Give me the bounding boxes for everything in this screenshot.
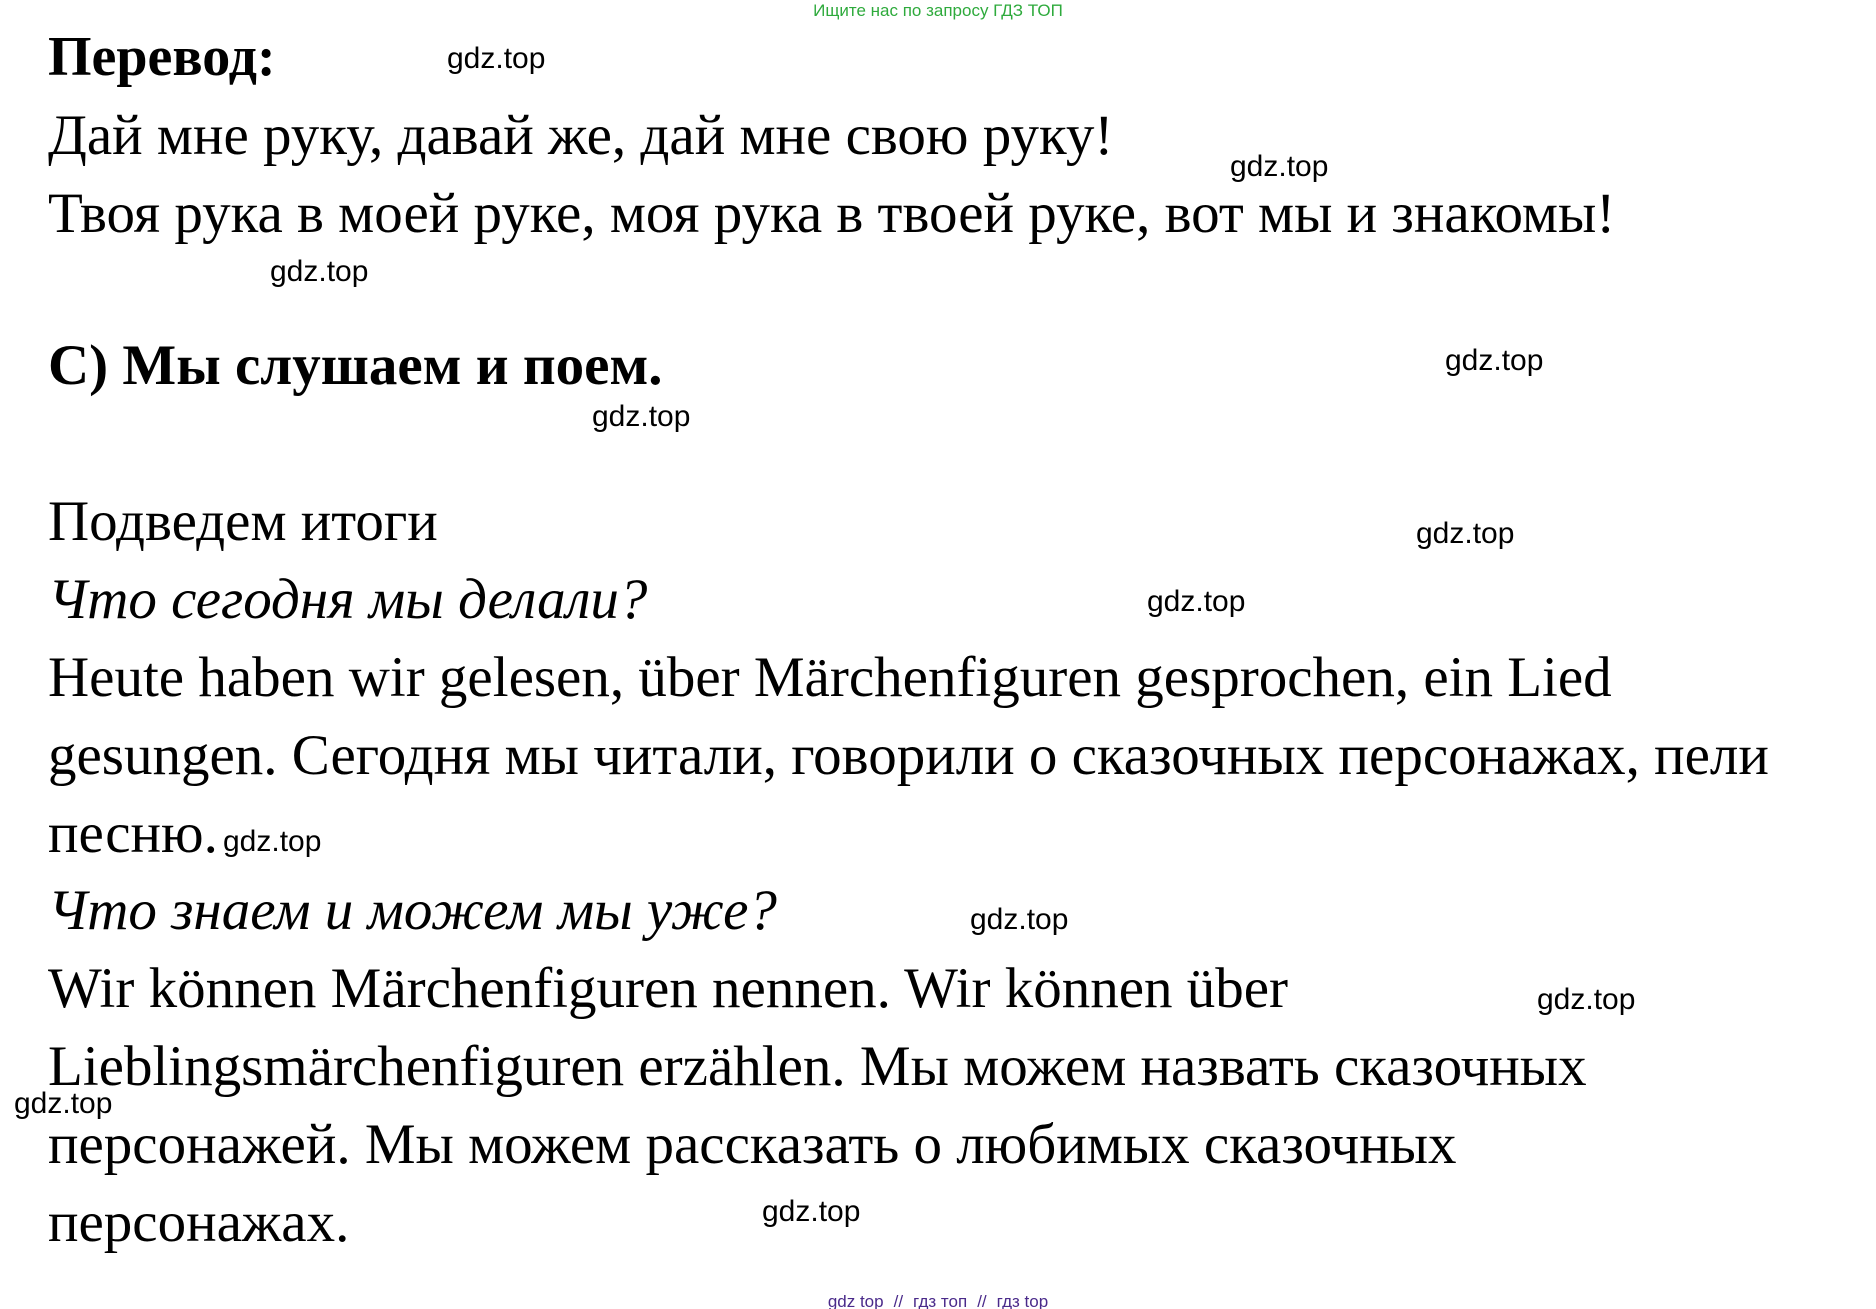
answer-2-line-4: персонажах. — [48, 1191, 350, 1254]
footer-item-1: gdz top — [827, 1292, 884, 1309]
answer-1-line-3: песню. — [48, 802, 218, 865]
watermark: gdz.top — [14, 1087, 113, 1120]
watermark: gdz.top — [1416, 517, 1515, 550]
footer-item-3: гдз top — [996, 1292, 1049, 1309]
footer-separator: // — [893, 1292, 904, 1309]
footer-separator: // — [977, 1292, 987, 1309]
translation-heading: Перевод: — [48, 26, 276, 88]
answer-1-line-1: Heute haben wir gelesen, über Märchenfiguren gesprochen, ein Lied — [48, 646, 1612, 709]
question-2: Что знаем и можем мы уже? — [48, 879, 777, 942]
footer — [0, 1292, 1876, 1309]
section-c-heading: C) Мы слушаем и поем. — [48, 334, 663, 397]
watermark: gdz.top — [1147, 585, 1246, 618]
watermark: gdz.top — [1445, 344, 1544, 377]
summary-heading: Подведем итоги — [48, 490, 438, 553]
translation-line-1: Дай мне руку, давай же, дай мне свою руку! — [48, 104, 1114, 167]
answer-1-line-2: gesungen. Сегодня мы читали, говорили о сказочных персонажах, пели — [48, 724, 1769, 787]
watermark: gdz.top — [762, 1195, 861, 1228]
watermark: gdz.top — [447, 42, 546, 75]
footer-item-2: гдз топ — [913, 1292, 968, 1309]
watermark: gdz.top — [1537, 983, 1636, 1016]
watermark: gdz.top — [970, 903, 1069, 936]
watermark: gdz.top — [1230, 150, 1329, 183]
translation-line-2: Твоя рука в моей руке, моя рука в твоей руке, вот мы и знакомы! — [48, 182, 1616, 245]
answer-2-line-2: Lieblingsmärchenfiguren erzählen. Мы можем назвать сказочных — [48, 1035, 1587, 1098]
watermark: gdz.top — [223, 825, 322, 858]
answer-2-line-3: персонажей. Мы можем рассказать о любимых сказочных — [48, 1113, 1457, 1176]
watermark: gdz.top — [592, 400, 691, 433]
watermark: gdz.top — [270, 255, 369, 288]
top-banner: Ищите нас по запросу ГДЗ ТОП — [813, 1, 1063, 20]
question-1: Что сегодня мы делали? — [48, 568, 648, 631]
answer-2-line-1: Wir können Märchenfiguren nennen. Wir können über — [48, 957, 1289, 1020]
